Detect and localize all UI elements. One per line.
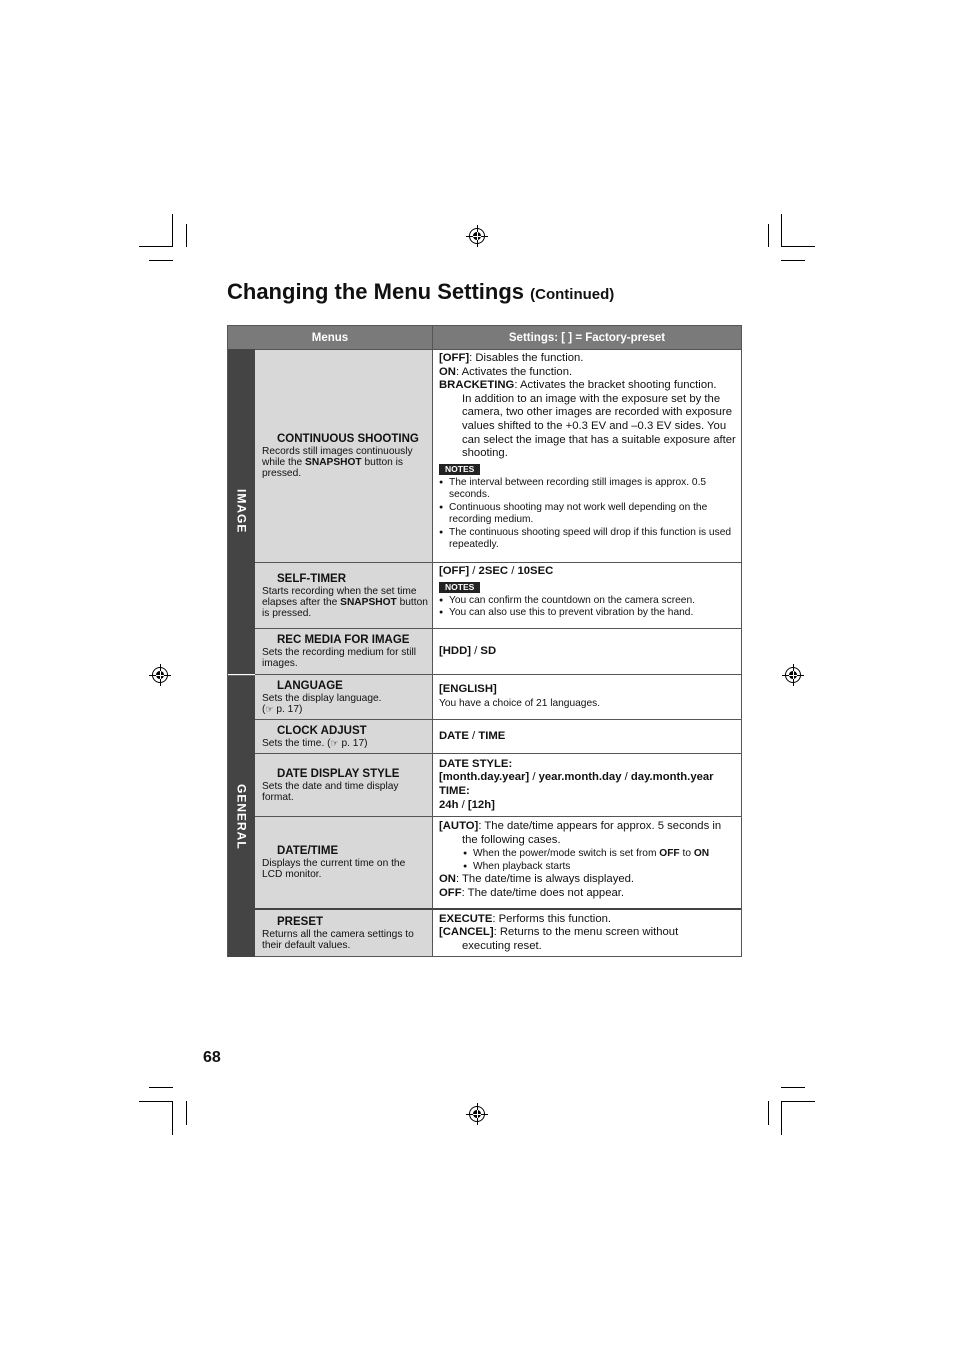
menu-settings-table: [227, 325, 742, 957]
settings-preset: EXECUTE: Performs this function. [CANCEL]: Returns to the menu screen without executing reset.: [432, 908, 741, 956]
header-settings: Settings: [ ] = Factory-preset: [432, 326, 741, 349]
note-item: ● You can also use this to prevent vibration by the hand.: [439, 607, 737, 620]
bracketing-detail: In addition to an image with the exposure set by the camera, two other images are recorded with exposure values shifted to the +0.3 EV and –0.3 EV sides. You can select the image that has a suitable exposure after shooting.: [462, 392, 736, 460]
page-number: 68: [203, 1049, 221, 1066]
menu-date-display-style: DATE DISPLAY STYLE Sets the date and time display format.: [255, 753, 432, 816]
menu-self-timer: SELF-TIMER Starts recording when the set time elapses after the SNAPSHOT button is pressed.: [255, 562, 432, 628]
settings-language: [ENGLISH] You have a choice of 21 languages.: [432, 674, 741, 719]
menu-continuous-shooting: CONTINUOUS SHOOTING Records still images continuously while the SNAPSHOT button is pressed.: [255, 349, 432, 562]
menu-preset: PRESET Returns all the camera settings to their default values.: [255, 908, 432, 956]
title-suffix: (Continued): [530, 286, 615, 303]
menu-clock-adjust: CLOCK ADJUST Sets the time. (☞ p. 17): [255, 719, 432, 753]
category-general: GENERAL: [228, 675, 255, 957]
registration-mark-icon: [469, 228, 485, 244]
category-image: IMAGE: [228, 349, 255, 674]
settings-continuous-shooting: [OFF]: Disables the function. ON: Activates the function. BRACKETING: Activates the bracket shooting function. In addition to an image with the exposure set by the camera, two other images are recorded with exposure values shifted to the +0.3 EV and –0.3 EV sides. You can select the image that has a suitable exposure after shooting. NOTES ● The interval between recording still images is approx. 0.5 seconds. ● Continuous shooting may not work well depending on the recording medium. ● The continuous shooting speed will drop if this function is used repeatedly.: [432, 349, 741, 562]
settings-rec-media-for-image: [HDD] / SD: [432, 628, 741, 674]
registration-mark-icon: [469, 1106, 485, 1122]
note-item: ● Continuous shooting may not work well depending on the recording medium.: [439, 502, 737, 527]
notes-badge: NOTES: [439, 464, 480, 475]
settings-date-display-style: DATE STYLE: [month.day.year] / year.month.day / day.month.year TIME: 24h / [12h]: [432, 753, 741, 816]
settings-self-timer: [OFF] / 2SEC / 10SEC NOTES ● You can confirm the countdown on the camera screen. ● You can also use this to prevent vibration by the hand.: [432, 562, 741, 628]
pointing-hand-icon: ☞: [265, 703, 274, 714]
registration-mark-icon: [785, 667, 801, 683]
notes-badge: NOTES: [439, 582, 480, 593]
note-item: ● You can confirm the countdown on the camera screen.: [439, 595, 737, 608]
note-item: ● The continuous shooting speed will drop if this function is used repeatedly.: [439, 527, 737, 552]
settings-clock-adjust: DATE / TIME: [432, 719, 741, 753]
settings-date-time: [AUTO]: The date/time appears for approx. 5 seconds in the following cases. ● When the power/mode switch is set from OFF to ON ● When playback starts ON: The date/time is always displayed. OFF: The date/time does not appear.: [432, 816, 741, 908]
header-menus: Menus: [228, 326, 432, 349]
page-title: Changing the Menu Settings (Continued): [227, 279, 615, 304]
menu-rec-media-for-image: REC MEDIA FOR IMAGE Sets the recording medium for still images.: [255, 628, 432, 674]
note-item: ● The interval between recording still images is approx. 0.5 seconds.: [439, 477, 737, 502]
menu-date-time: DATE/TIME Displays the current time on the LCD monitor.: [255, 816, 432, 908]
case-item: ● When playback starts: [439, 860, 737, 873]
case-item: ● When the power/mode switch is set from OFF to ON: [439, 847, 737, 860]
pointing-hand-icon: ☞: [330, 737, 339, 748]
registration-mark-icon: [152, 667, 168, 683]
menu-language: LANGUAGE Sets the display language. (☞ p. 17): [255, 674, 432, 719]
